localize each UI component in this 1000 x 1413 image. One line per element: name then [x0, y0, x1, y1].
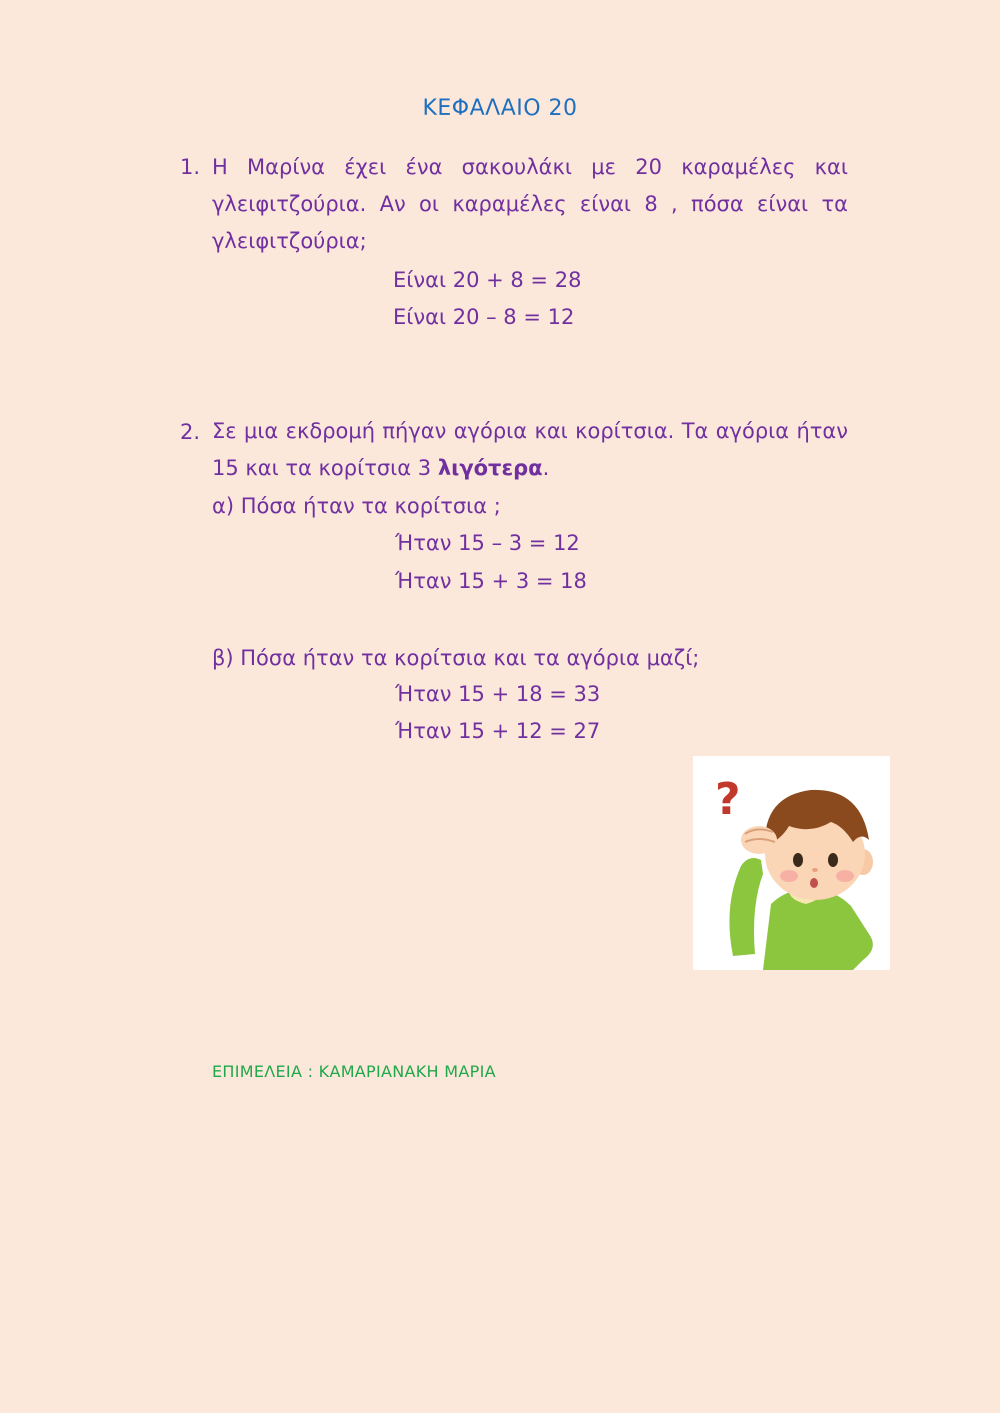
question-2-text-line-1: Σε μια εκδρομή πήγαν αγόρια και κορίτσια. Τα αγόρια ήταν: [212, 419, 848, 443]
question-2a-text: α) Πόσα ήταν τα κορίτσια ;: [212, 494, 501, 518]
question-1-text: Η Μαρίνα έχει ένα σακουλάκι με 20 καραμέλες και γλειφιτζούρια. Αν οι καραμέλες είναι 8 , πόσα είναι τα γλειφιτζούρια;: [212, 155, 848, 253]
question-2-text-end: .: [542, 456, 550, 480]
page-title: ΚΕΦΑΛΑΙΟ 20: [422, 96, 578, 121]
question-1-number: 1.: [180, 155, 201, 179]
question-1-option-1[interactable]: Είναι 20 + 8 = 28: [393, 268, 582, 292]
question-2a-option-1[interactable]: Ήταν 15 – 3 = 12: [395, 531, 580, 555]
question-2b-text: β) Πόσα ήταν τα κορίτσια και τα αγόρια μαζί;: [212, 646, 700, 670]
question-mark-icon: ?: [715, 774, 741, 825]
question-2-text-line-2: [212, 450, 549, 487]
thinking-boy-illustration: [693, 756, 890, 970]
question-1-option-2[interactable]: Είναι 20 – 8 = 12: [393, 305, 575, 329]
question-2a-option-2[interactable]: Ήταν 15 + 3 = 18: [395, 569, 587, 593]
question-2-emphasis: λιγότερα: [437, 456, 543, 480]
thinking-boy-icon: [693, 756, 890, 970]
question-2b-option-1[interactable]: Ήταν 15 + 18 = 33: [395, 682, 601, 706]
question-2-number: 2.: [180, 420, 201, 444]
question-2-text-start: 15 και τα κορίτσια 3: [212, 456, 438, 480]
question-2b-option-2[interactable]: Ήταν 15 + 12 = 27: [395, 719, 601, 743]
author-credit: ΕΠΙΜΕΛΕΙΑ : ΚΑΜΑΡΙΑΝΑΚΗ ΜΑΡΙΑ: [212, 1062, 496, 1081]
